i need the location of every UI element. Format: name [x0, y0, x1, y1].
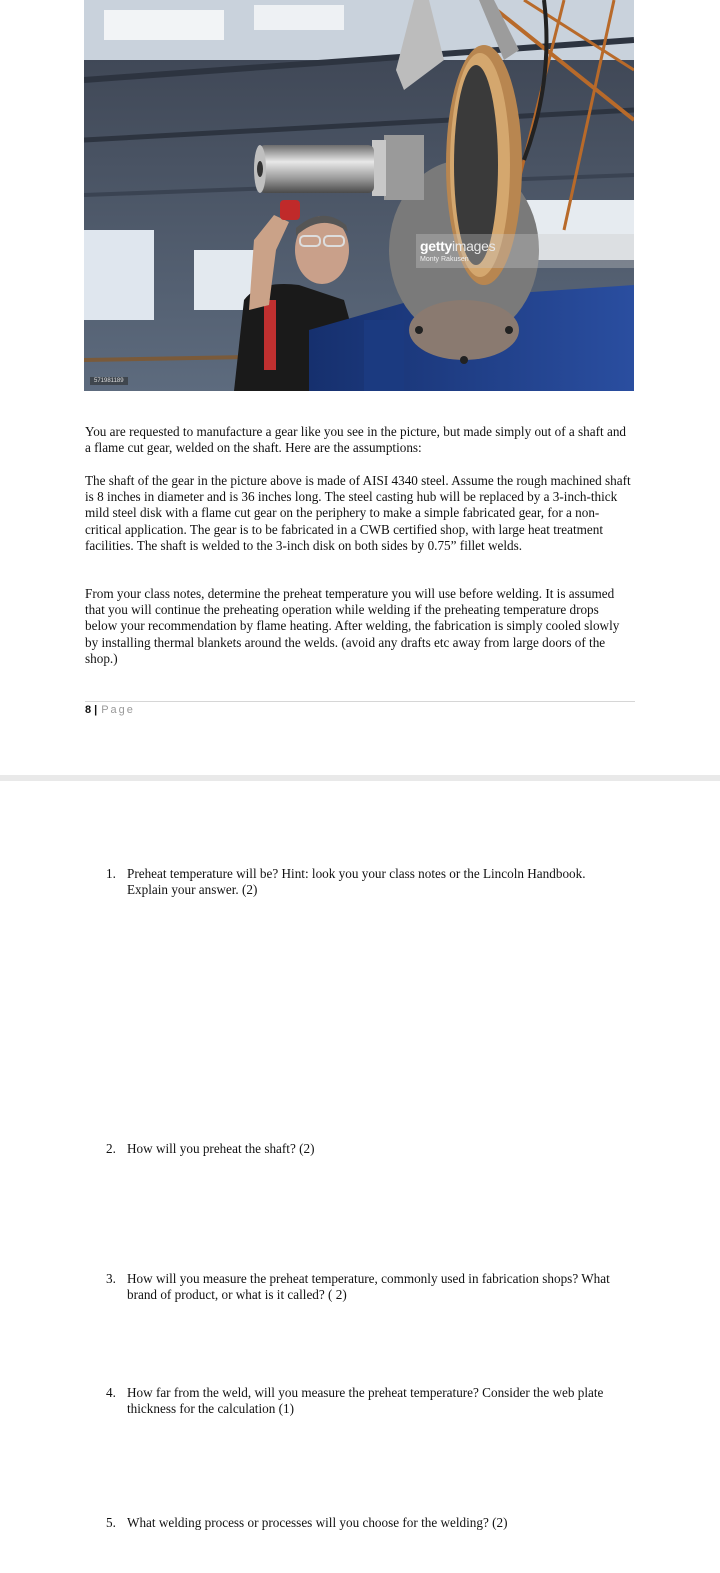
watermark-credit: Monty Rakusen — [420, 256, 469, 263]
question-number: 5. — [106, 1515, 116, 1530]
question-text: How will you measure the preheat temperature, commonly used in fabrication shops? What brand of product, or what is it called? ( 2) — [127, 1271, 610, 1303]
document-page-8 — [0, 0, 720, 775]
factory-worker-gear-image — [84, 0, 634, 391]
instructions-paragraph: From your class notes, determine the preheat temperature you will use before welding. It is assumed that you will continue the preheating operation while welding if the preheating temperature drops below your recommendation by flame heating. After welding, the fabrication is simply cooled slowly by installing thermal blankets around the welds. (avoid any drafts etc away from large doors of the shop.) — [85, 586, 620, 666]
watermark-brand: gettyimages — [420, 238, 496, 254]
question-number: 3. — [106, 1271, 116, 1286]
watermark-overlay — [416, 234, 634, 268]
document-page-9 — [0, 781, 720, 1573]
question-number: 1. — [106, 866, 116, 881]
page-footer — [85, 704, 135, 716]
question-text: Preheat temperature will be? Hint: look you your class notes or the Lincoln Handbook. Explain your answer. (2) — [127, 866, 586, 898]
footer-divider — [85, 701, 635, 702]
question-number: 2. — [106, 1141, 116, 1156]
intro-paragraph-1: You are requested to manufacture a gear like you see in the picture, but made simply out of a shaft and a flame cut gear, welded on the shaft. Here are the assumptions: — [85, 424, 627, 456]
question-text: What welding process or processes will you choose for the welding? (2) — [127, 1515, 508, 1530]
page-number: 8 — [85, 704, 92, 716]
stock-photo-id: 571981189 — [90, 377, 128, 385]
page-label: Page — [101, 704, 135, 716]
assumptions-paragraph: The shaft of the gear in the picture above is made of AISI 4340 steel. Assume the rough machined shaft is 8 inches in diameter and is 36 inches long. The steel casting hub will be replaced by a 3-inch-thick mild steel disk with a flame cut gear on the periphery to make a simple fabricated gear, for a non-critical application. The gear is to be fabricated in a CWB certified shop, with large heat treatment facilities. The shaft is welded to the 3-inch disk on both sides by 0.75” fillet welds. — [85, 473, 631, 553]
question-text: How will you preheat the shaft? (2) — [127, 1141, 315, 1156]
question-text: How far from the weld, will you measure the preheat temperature? Consider the web plate thickness for the calculation (1) — [127, 1385, 604, 1417]
question-number: 4. — [106, 1385, 116, 1400]
gear-photo — [84, 0, 634, 391]
footer-separator: | — [94, 704, 98, 716]
